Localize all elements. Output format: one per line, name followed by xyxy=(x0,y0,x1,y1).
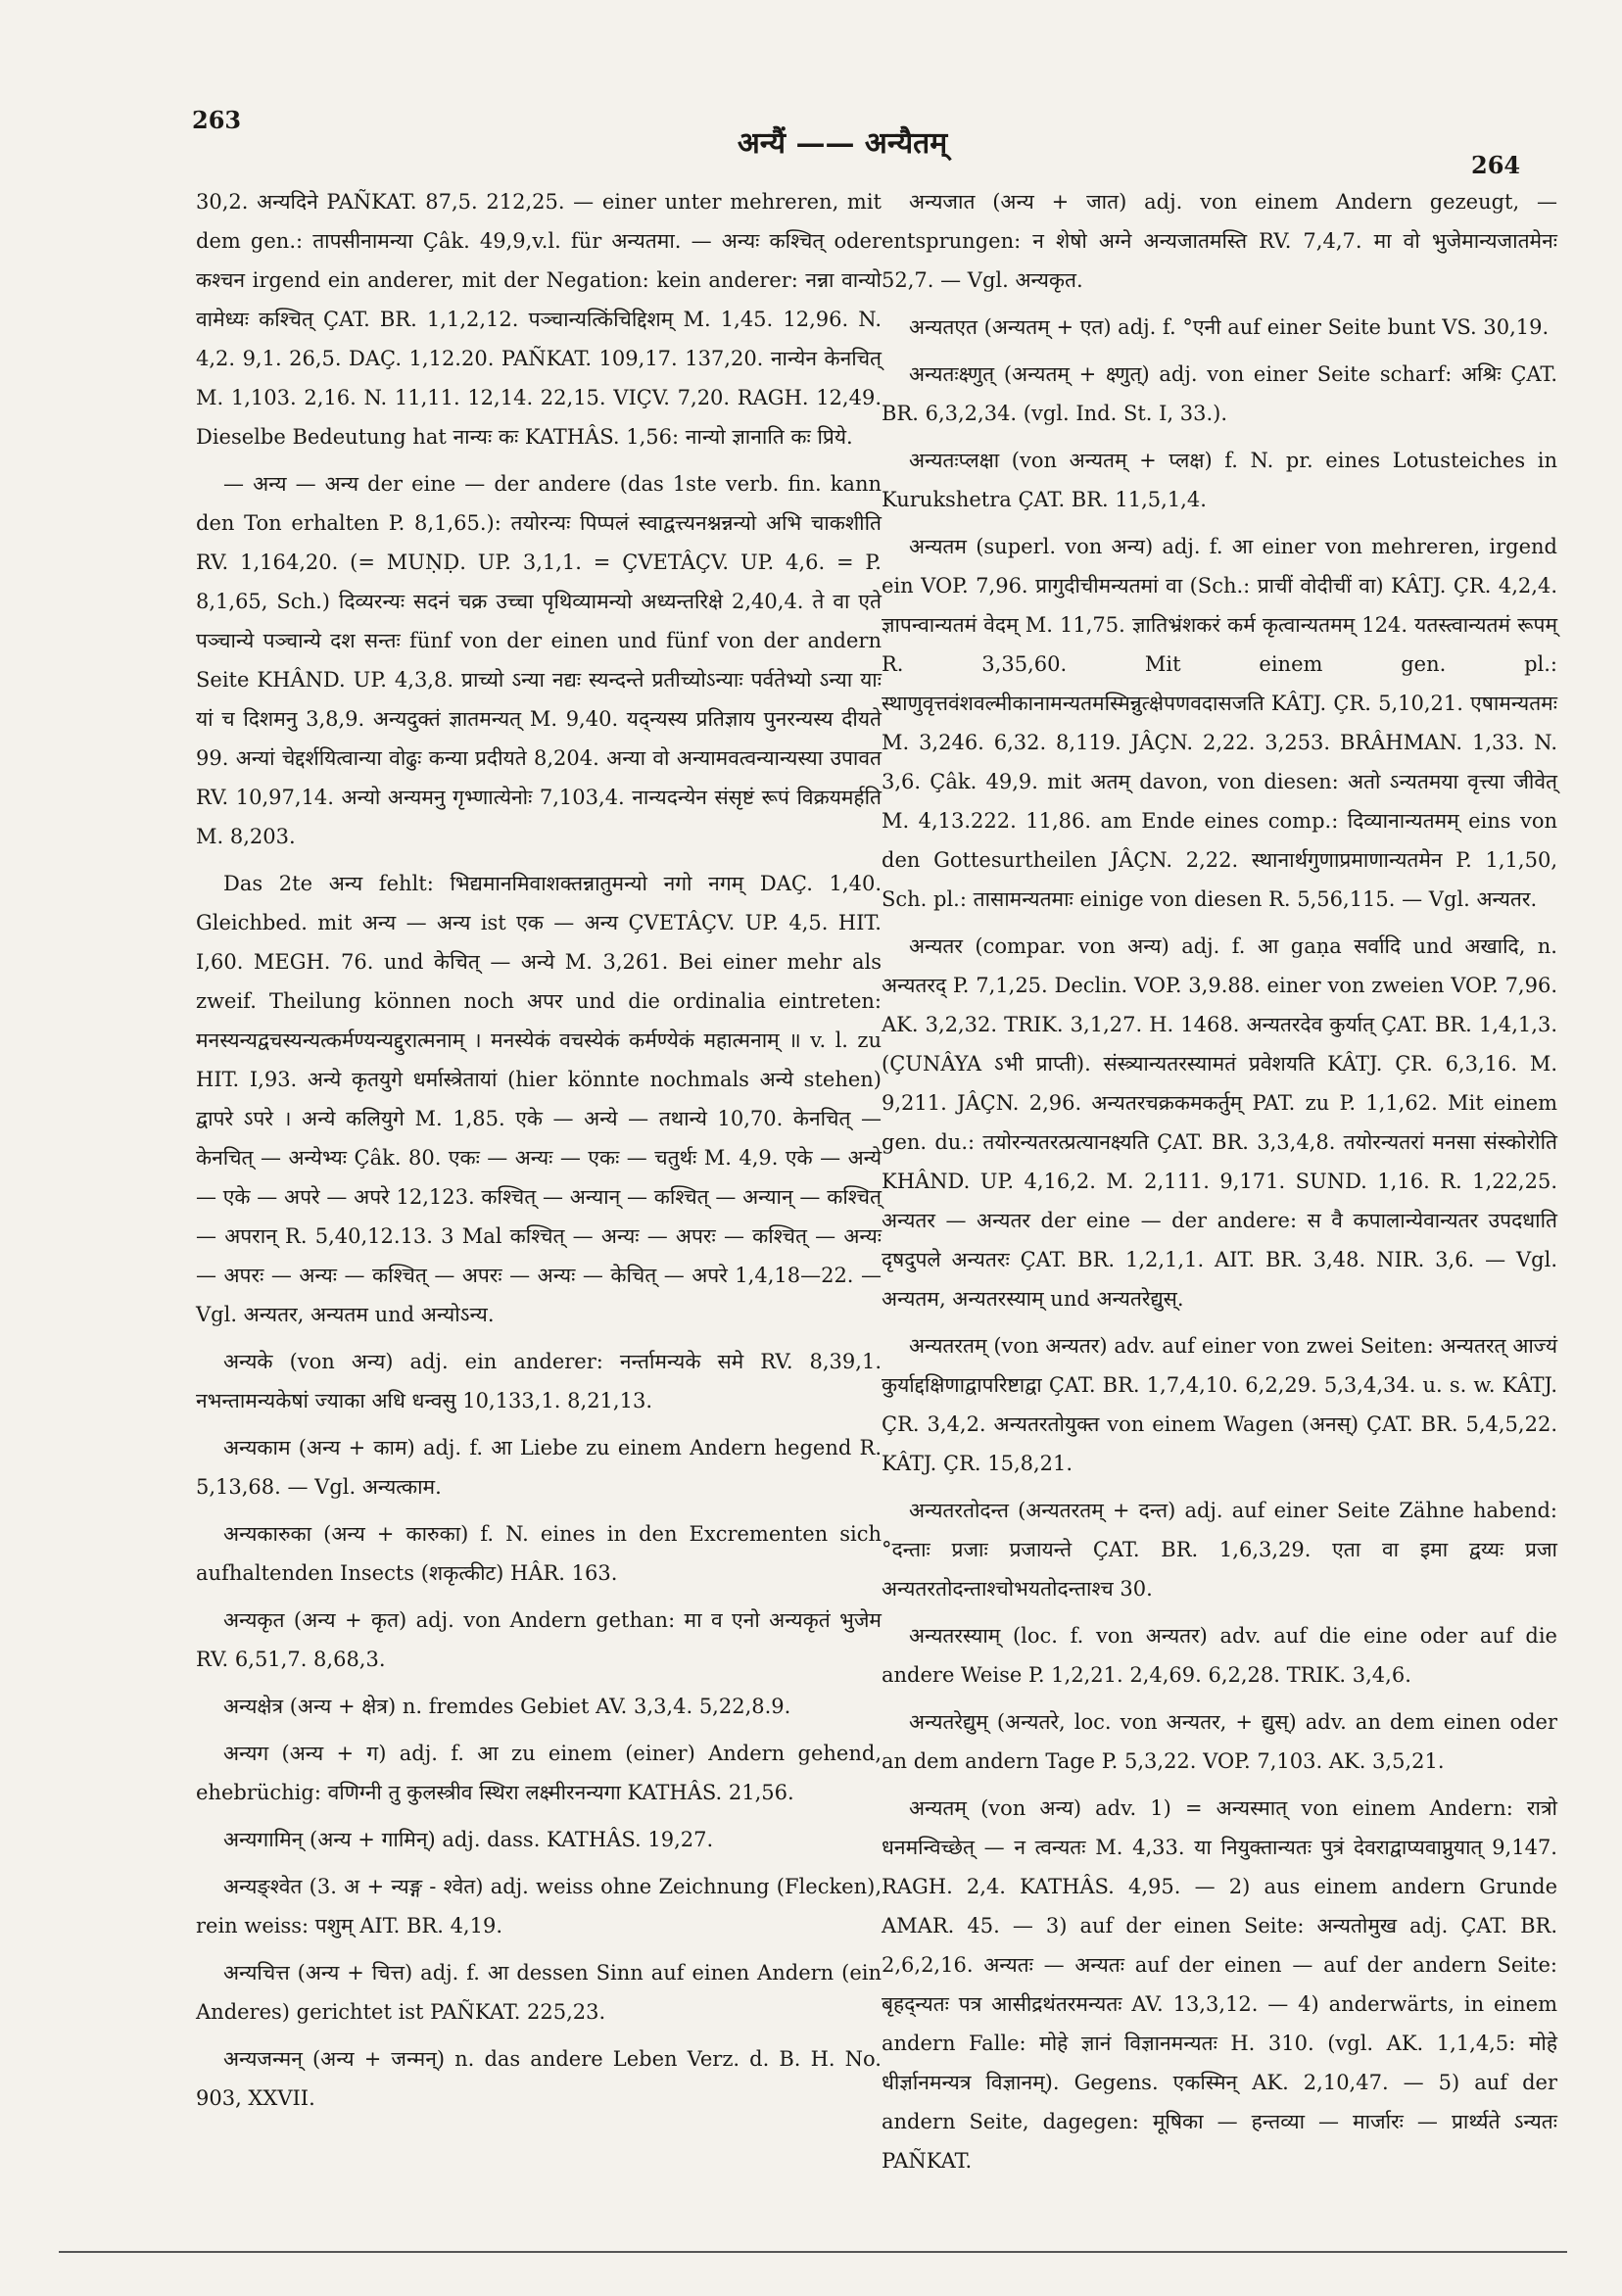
dictionary-entry: अन्यजात (अन्य + जात) adj. von einem Andern gezeugt, — entsprungen: न शेषो अग्ने अन्यजातमस्ति RV. 7,4,7. मा वो भुजेमान्यजातमेनः 52,7. — Vgl. अन्यकृत. xyxy=(882,190,1557,292)
dictionary-entry: अन्यतःक्ष्णुत् (अन्यतम् + क्ष्णुत्) adj. von einer Seite scharf: अश्रिः ÇAT. BR. 6,3,2,34. (vgl. Ind. St. I, 33.). xyxy=(882,362,1557,425)
running-head: अन्यैं —— अन्यैतम् xyxy=(737,126,948,161)
dictionary-paragraph: — अन्य — अन्य der eine — der andere (das 1ste verb. fin. kann den Ton erhalten P. 8,1,65.): तयोरन्यः पिप्पलं स्वाद्वत्त्यनश्नन्नन्यो अभि चाकशीति RV. 1,164,20. (= MUṆḌ. UP. 3,1,1. = ÇVETÂÇV. UP. 4,6. = P. 8,1,65, Sch.) दिव्यरन्यः सदनं चक्र उच्चा पृथिव्यामन्यो अध्यन्तरिक्षे 2,40,4. ते वा एते पञ्चान्ये पञ्चान्ये दश सन्तः fünf von der einen und fünf von der andern Seite KHÂND. UP. 4,3,8. प्राच्यो ऽन्या नद्यः स्यन्दन्ते प्रतीच्योऽन्याः पर्वतेभ्यो ऽन्या याः यां च दिशमनु 3,8,9. अन्यदुक्तं ज्ञातमन्यत् M. 9,40. यद्न्यस्य प्रतिज्ञाय पुनरन्यस्य दीयते 99. अन्यां चेद्दर्शयित्वान्या वोढुः कन्या प्रदीयते 8,204. अन्या वो अन्यामवत्वन्यान्यस्या उपावत RV. 10,97,14. अन्यो अन्यमनु गृभ्णात्येनोः 7,103,4. नान्यदन्येन संसृष्टं रूपं विक्रयमर्हति M. 8,203. xyxy=(196,472,882,848)
dictionary-entry: अन्यग (अन्य + ग) adj. f. आ zu einem (einer) Andern gehend, ehebrüchig: वणिग्नी तु कुलस्त्रीव स्थिरा लक्ष्मीरनन्यगा KATHÂS. 21,56. xyxy=(196,1742,882,1804)
page-number-right: 264 xyxy=(1471,151,1521,179)
dictionary-entry: अन्यतम् (von अन्य) adv. 1) = अन्यस्मात् von einem Andern: रात्रो धनमन्विच्छेत् — न त्वन्यतः M. 4,33. या नियुक्तान्यतः पुत्रं देवराद्वाप्यवाप्नुयात् 9,147. RAGH. 2,4. KATHÂS. 4,95. — 2) aus einem andern Grunde AMAR. 45. — 3) auf der einen Seite: अन्यतोमुख adj. ÇAT. BR. 2,6,2,16. अन्यतः — अन्यतः auf der einen — auf der andern Seite: बृहद्न्यतः पत्र आसीद्रथंतरमन्यतः AV. 13,3,12. — 4) anderwärts, in einem andern Falle: मोहे ज्ञानं विज्ञानमन्यतः H. 310. (vgl. AK. 1,1,4,5: मोहे धीर्ज्ञानमन्यत्र विज्ञानम्). Gegens. एकस्मिन् AK. 2,10,47. — 5) auf der andern Seite, dagegen: मूषिका — हन्तव्या — मार्जारः — प्रार्थ्यते ऽन्यतः PAÑKAT. xyxy=(882,1796,1557,2173)
dictionary-entry: अन्यकाम (अन्य + काम) adj. f. आ Liebe zu einem Andern hegend R. 5,13,68. — Vgl. अन्यत्काम. xyxy=(196,1436,882,1499)
dictionary-entry: अन्यक्षेत्र (अन्य + क्षेत्र) n. fremdes Gebiet AV. 3,3,4. 5,22,8.9. xyxy=(223,1695,791,1718)
bottom-rule xyxy=(59,2251,1567,2253)
dictionary-entry: अन्यतएत (अन्यतम् + एत) adj. f. °एनी auf einer Seite bunt VS. 30,19. xyxy=(909,315,1550,339)
page-number-left: 263 xyxy=(192,106,242,134)
dictionary-paragraph: 30,2. अन्यदिने PAÑKAT. 87,5. 212,25. — einer unter mehreren, mit dem gen.: तापसीनामन्या Çâk. 49,9,v.l. für अन्यतमा. — अन्यः कश्चित् oder कश्चन irgend ein anderer, mit der Negation: kein anderer: नन्ना वान्यो वामेध्यः कश्चित् ÇAT. BR. 1,1,2,12. पञ्चान्यत्किंचिद्दिशम् M. 1,45. 12,96. N. 4,2. 9,1. 26,5. DAÇ. 1,12.20. PAÑKAT. 109,17. 137,20. नान्येन केनचित् M. 1,103. 2,16. N. 11,11. 12,14. 22,15. VIÇV. 7,20. RAGH. 12,49. Dieselbe Bedeutung hat नान्यः कः KATHÂS. 1,56: नान्यो ज्ञानाति कः प्रिये. xyxy=(196,190,882,449)
dictionary-entry: अन्यके (von अन्य) adj. ein anderer: नर्न्तामन्यके समे RV. 8,39,1. नभन्तामन्यकेषां ज्याका अधि धन्वसु 10,133,1. 8,21,13. xyxy=(196,1350,882,1412)
dictionary-entry: अन्यकृत (अन्य + कृत) adj. von Andern gethan: मा व एनो अन्यकृतं भुजेम RV. 6,51,7. 8,68,3. xyxy=(196,1608,882,1671)
dictionary-entry: अन्यतरतोदन्त (अन्यतरतम् + दन्त) adj. auf einer Seite Zähne habend: °दन्ताः प्रजाः प्रजायन्ते ÇAT. BR. 1,6,3,29. एता वा इमा द्वय्यः प्रजा अन्यतरतोदन्ताश्चोभयतोदन्ताश्च 30. xyxy=(882,1499,1557,1601)
dictionary-entry: अन्यतम (superl. von अन्य) adj. f. आ einer von mehreren, irgend ein VOP. 7,96. प्रागुदीचीमन्यतमां वा (Sch.: प्राचीं वोदीचीं वा) KÂTJ. ÇR. 4,2,4. ज्ञापन्वान्यतमं वेदम् M. 11,75. ज्ञातिभ्रंशकरं कर्म कृत्वान्यतमम् 124. यतस्त्वान्यतमं रूपम् R. 3,35,60. Mit einem gen. pl.: स्थाणुवृत्तवंशवल्मीकानामन्यतमस्मिन्नुत्क्षेपणवदासजति KÂTJ. ÇR. 5,10,21. एषामन्यतमः M. 3,246. 6,32. 8,119. JÂÇN. 2,22. 3,253. BRÂHMAN. 1,33. N. 3,6. Çâk. 49,9. mit अतम् davon, von diesen: अतो ऽन्यतमया वृत्त्या जीवेत् M. 4,13.222. 11,86. am Ende eines comp.: दिव्यानान्यतमम् eins von den Gottesurtheilen JÂÇN. 2,22. स्थानार्थगुणाप्रमाणान्यतमेन P. 1,1,50, Sch. pl.: तासामन्यतमाः einige von diesen R. 5,56,115. — Vgl. अन्यतर. xyxy=(882,535,1557,911)
dictionary-entry: अन्यतरतम् (von अन्यतर) adv. auf einer von zwei Seiten: अन्यतरत् आज्यं कुर्याद्दक्षिणाद्वापरिष्टाद्वा ÇAT. BR. 1,7,4,10. 6,2,29. 5,3,4,34. u. s. w. KÂTJ. ÇR. 3,4,2. अन्यतरतोयुक्त von einem Wagen (अनस्) ÇAT. BR. 5,4,5,22. KÂTJ. ÇR. 15,8,21. xyxy=(882,1334,1557,1475)
right-column xyxy=(882,182,1557,2188)
dictionary-entry: अन्यजन्मन् (अन्य + जन्मन्) n. das andere Leben Verz. d. B. H. No. 903, XXVII. xyxy=(196,2047,882,2110)
dictionary-entry: अन्यचित्त (अन्य + चित्त) adj. f. आ dessen Sinn auf einen Andern (ein Anderes) gerichtet ist PAÑKAT. 225,23. xyxy=(196,1961,882,2024)
dictionary-entry: अन्यङ्श्वेत (3. अ + न्यङ्ग - श्वेत) adj. weiss ohne Zeichnung (Flecken), rein weiss: पशुम् AIT. BR. 4,19. xyxy=(196,1875,882,1937)
dictionary-paragraph: Das 2te अन्य fehlt: भिद्यमानमिवाशक्तन्नातुमन्यो नगो नगम् DAÇ. 1,40. Gleichbed. mit अन्य — अन्य ist एक — अन्य ÇVETÂÇV. UP. 4,5. HIT. I,60. MEGH. 76. und केचित् — अन्ये M. 3,261. Bei einer mehr als zweif. Theilung können noch अपर und die ordinalia eintreten: मनस्यन्यद्वचस्यन्यत्कर्मण्यन्यद्दुरात्मनाम् । मनस्येकं वचस्येकं कर्मण्येकं महात्मनाम् ॥ v. l. zu HIT. I,93. अन्ये कृतयुगे धर्मास्त्रेतायां (hier könnte nochmals अन्ये stehen) द्वापरे ऽपरे । अन्ये कलियुगे M. 1,85. एके — अन्ये — तथान्ये 10,70. केनचित् — केनचित् — अन्येभ्यः Çâk. 80. एकः — अन्यः — एकः — चतुर्थः M. 4,9. एके — अन्ये — एके — अपरे — अपरे 12,123. कश्चित् — अन्यान् — कश्चित् — अन्यान् — कश्चित् — अपरान् R. 5,40,12.13. 3 Mal कश्चित् — अन्यः — अपरः — कश्चित् — अन्यः — अपरः — अन्यः — कश्चित् — अपरः — अन्यः — केचित् — अपरे 1,4,18—22. — Vgl. अन्यतर, अन्यतम und अन्योऽन्य. xyxy=(196,872,882,1326)
dictionary-entry: अन्यतरेद्युम् (अन्यतरे, loc. von अन्यतर, + द्युस्) adv. an dem einen oder an dem andern Tage P. 5,3,22. VOP. 7,103. AK. 3,5,21. xyxy=(882,1710,1557,1773)
dictionary-entry: अन्यगामिन् (अन्य + गामिन्) adj. dass. KATHÂS. 19,27. xyxy=(223,1828,714,1851)
dictionary-entry: अन्यतर (compar. von अन्य) adj. f. आ gaṇa सर्वादि und अखादि, n. अन्यतरद् P. 7,1,25. Declin. VOP. 3,9.88. einer von zweien VOP. 7,96. AK. 3,2,32. TRIK. 3,1,27. H. 1468. अन्यतरदेव कुर्यात् ÇAT. BR. 1,4,1,3. (ÇUNÂYA ऽभी प्राप्ती). संस्त्र्यान्यतरस्यामतं प्रवेशयति KÂTJ. ÇR. 6,3,16. M. 9,211. JÂÇN. 2,96. अन्यतरचक्रकमकर्तुम् PAT. zu P. 1,1,62. Mit einem gen. du.: तयोरन्यतरत्प्रत्यानक्ष्यति ÇAT. BR. 3,3,4,8. तयोरन्यतरां मनसा संस्कोरोति KHÂND. UP. 4,16,2. M. 2,111. 9,171. SUND. 1,16. R. 1,22,25. अन्यतर — अन्यतर der eine — der andere: स वै कपालान्येवान्यतर उपदधाति दृषदुपले अन्यतरः ÇAT. BR. 1,2,1,1. AIT. BR. 3,48. NIR. 3,6. — Vgl. अन्यतम, अन्यतरस्याम् und अन्यतरेद्युस्. xyxy=(882,934,1557,1311)
left-column xyxy=(196,182,882,2126)
dictionary-entry: अन्यतरस्याम् (loc. f. von अन्यतर) adv. auf die eine oder auf die andere Weise P. 1,2,21. 2,4,69. 6,2,28. TRIK. 3,4,6. xyxy=(882,1624,1557,1687)
dictionary-entry: अन्यतःप्लक्षा (von अन्यतम् + प्लक्ष) f. N. pr. eines Lotusteiches in Kurukshetra ÇAT. BR. 11,5,1,4. xyxy=(882,449,1557,511)
dictionary-entry: अन्यकारुका (अन्य + कारुका) f. N. eines in den Excrementen sich aufhaltenden Insects (शकृत्कीट) HÂR. 163. xyxy=(196,1522,882,1585)
